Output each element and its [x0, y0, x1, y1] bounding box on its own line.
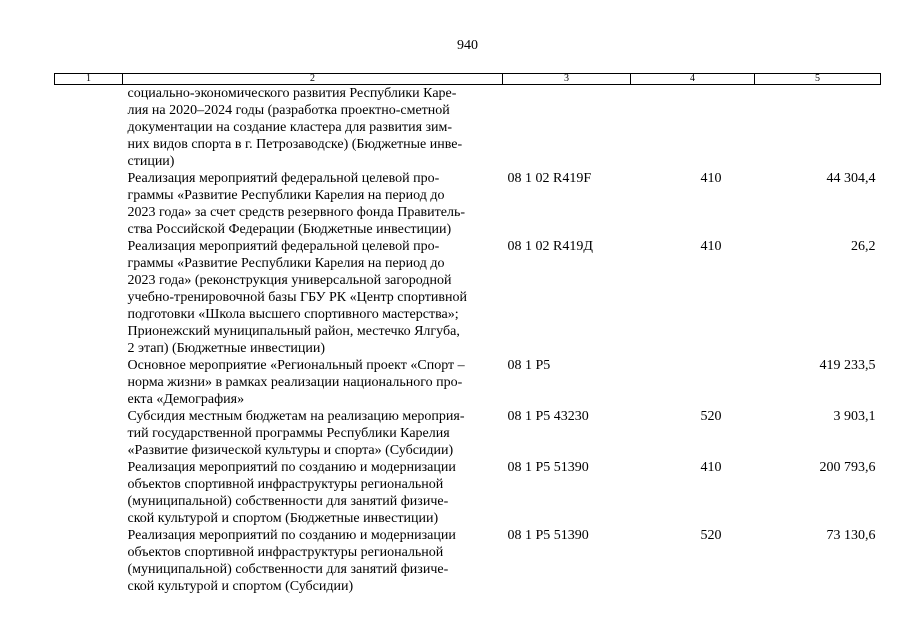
- row-code-cell: 08 1 P5 43230: [507, 409, 589, 424]
- row-name-line: них видов спорта в г. Петрозаводске) (Бюджетные инве-: [127, 137, 463, 152]
- row-type-cell: 410: [700, 460, 722, 475]
- row-number-cell: [55, 170, 123, 238]
- row-name-cell: [123, 408, 503, 459]
- table-row: [55, 238, 881, 357]
- row-name-cell: [123, 85, 503, 171]
- table-row: [55, 408, 881, 459]
- row-number-cell: [55, 238, 123, 357]
- row-name-line: ской культурой и спортом (Бюджетные инвестиции): [127, 511, 439, 526]
- column-header-4: 4: [631, 74, 755, 85]
- row-name-line: ской культурой и спортом (Субсидии): [127, 579, 354, 594]
- row-name-line: 2023 года» за счет средств резервного фонда Правитель-: [127, 205, 466, 220]
- table-row: [55, 170, 881, 238]
- row-amount-cell: 44 304,4: [826, 171, 876, 186]
- row-name-line: Реализация мероприятий по созданию и модернизации: [127, 460, 456, 475]
- row-amount-cell: 3 903,1: [833, 409, 876, 424]
- row-name-line: 2023 года» (реконструкция универсальной загородной: [127, 273, 452, 288]
- row-type-cell: 520: [700, 528, 722, 543]
- row-amount-cell: 26,2: [851, 239, 876, 254]
- row-name-line: Реализация мероприятий по созданию и модернизации: [127, 528, 456, 543]
- row-name-line: документации на создание кластера для развития зим-: [127, 120, 453, 135]
- row-type-cell: [631, 357, 755, 408]
- table-row: [55, 527, 881, 595]
- row-name-line: екта «Демография»: [127, 392, 245, 407]
- row-type-cell: 410: [700, 239, 722, 254]
- row-name-line: Прионежский муниципальный район, местечко Ялгуба,: [127, 324, 460, 339]
- row-amount-cell: [755, 85, 881, 171]
- row-name-line: норма жизни» в рамках реализации национального про-: [127, 375, 463, 390]
- row-code-cell: [503, 85, 631, 171]
- column-header-2: 2: [123, 74, 503, 85]
- row-type-cell: 520: [700, 409, 722, 424]
- row-name-line: граммы «Развитие Республики Карелия на период до: [127, 256, 445, 271]
- row-name-line: объектов спортивной инфраструктуры региональной: [127, 477, 444, 492]
- row-code-cell: 08 1 P5: [507, 358, 551, 373]
- page-number: 940: [457, 38, 478, 53]
- row-name-line: учебно-тренировочной базы ГБУ РК «Центр спортивной: [127, 290, 467, 305]
- row-name-line: лия на 2020–2024 годы (разработка проектно-сметной: [127, 103, 450, 118]
- row-name-line: стиции): [127, 154, 175, 169]
- row-number-cell: [55, 85, 123, 171]
- column-header-3: 3: [503, 74, 631, 85]
- row-code-cell: 08 1 02 R419Д: [507, 239, 593, 254]
- row-name-line: 2 этап) (Бюджетные инвестиции): [127, 341, 326, 356]
- row-name-line: Реализация мероприятий федеральной целевой про-: [127, 239, 440, 254]
- row-number-cell: [55, 357, 123, 408]
- row-name-cell: [123, 238, 503, 357]
- row-name-line: «Развитие физической культуры и спорта» (Субсидии): [127, 443, 454, 458]
- budget-table: [54, 73, 881, 595]
- row-name-line: объектов спортивной инфраструктуры региональной: [127, 545, 444, 560]
- row-code-cell: 08 1 P5 51390: [507, 460, 589, 475]
- row-code-cell: 08 1 P5 51390: [507, 528, 589, 543]
- row-name-line: (муниципальной) собственности для занятий физиче-: [127, 494, 449, 509]
- row-name-line: подготовки «Школа высшего спортивного мастерства»;: [127, 307, 459, 322]
- row-name-line: социально-экономического развития Республики Каре-: [127, 86, 457, 101]
- row-amount-cell: 200 793,6: [819, 460, 876, 475]
- row-number-cell: [55, 408, 123, 459]
- row-name-line: ства Российской Федерации (Бюджетные инвестиции): [127, 222, 452, 237]
- row-code-cell: 08 1 02 R419F: [507, 171, 592, 186]
- row-name-line: Субсидия местным бюджетам на реализацию мероприя-: [127, 409, 465, 424]
- row-type-cell: 410: [700, 171, 722, 186]
- row-amount-cell: 419 233,5: [819, 358, 876, 373]
- row-name-cell: [123, 170, 503, 238]
- column-header-1: 1: [55, 74, 123, 85]
- row-number-cell: [55, 527, 123, 595]
- row-amount-cell: 73 130,6: [826, 528, 876, 543]
- row-name-cell: [123, 527, 503, 595]
- table-header: [55, 74, 881, 85]
- row-name-line: тий государственной программы Республики Карелия: [127, 426, 450, 441]
- row-number-cell: [55, 459, 123, 527]
- table-row: [55, 357, 881, 408]
- row-name-line: (муниципальной) собственности для занятий физиче-: [127, 562, 449, 577]
- column-number-row: [55, 74, 881, 85]
- table-body: [55, 85, 881, 596]
- row-name-cell: [123, 357, 503, 408]
- column-header-5: 5: [755, 74, 881, 85]
- row-name-cell: [123, 459, 503, 527]
- table-row: [55, 459, 881, 527]
- row-name-line: граммы «Развитие Республики Карелия на период до: [127, 188, 445, 203]
- table-row: [55, 85, 881, 171]
- row-name-line: Основное мероприятие «Региональный проект «Спорт –: [127, 358, 465, 373]
- row-type-cell: [631, 85, 755, 171]
- row-name-line: Реализация мероприятий федеральной целевой про-: [127, 171, 440, 186]
